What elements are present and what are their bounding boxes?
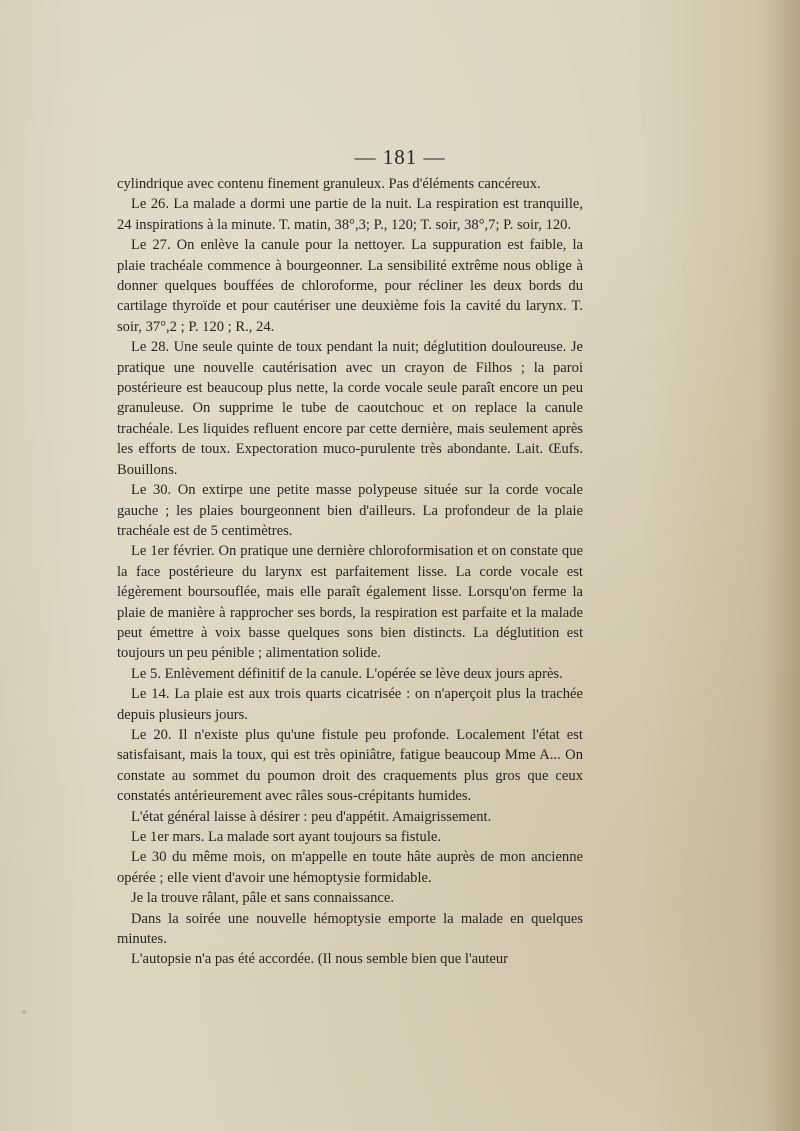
paragraph: Le 27. On enlève la canule pour la nettoyer. La suppuration est faible, la plaie trachéale commence à bourgeonner. La sensibilité extrême nous oblige à donner quelques bouffées de chloroforme, pour récliner les deux bords du cartilage thyroïde et pour cautériser une deuxième fois la cavité du larynx. T. soir, 37°,2 ; P. 120 ; R., 24.: [117, 237, 583, 335]
paragraph: Dans la soirée une nouvelle hémoptysie emporte la malade en quelques minutes.: [117, 910, 583, 948]
paragraph: Le 28. Une seule quinte de toux pendant la nuit; déglutition douloureuse. Je pratique une nouvelle cautérisation avec un crayon de Filhos ; la paroi postérieure est beaucoup plus nette, la corde vocale seule paraît encore un peu granuleuse. On supprime le tube de caoutchouc et on replace la canule trachéale. Les liquides refluent encore par cette dernière, mais seulement après les efforts de toux. Expectoration muco-purulente très abondante. Lait. Œufs. Bouillons.: [117, 339, 583, 478]
paper-spot: [22, 1010, 26, 1014]
paragraph: Le 30. On extirpe une petite masse polypeuse située sur la corde vocale gauche ; les plaies bourgeonnent bien d'ailleurs. La profondeur de la plaie trachéale est de 5 centimètres.: [117, 482, 583, 539]
paragraph: Le 26. La malade a dormi une partie de la nuit. La respiration est tranquille, 24 inspirations à la minute. T. matin, 38°,3; P., 120; T. soir, 38°,7; P. soir, 120.: [117, 196, 583, 233]
page-number: — 181 —: [354, 145, 446, 169]
paragraph: Le 14. La plaie est aux trois quarts cicatrisée : on n'aperçoit plus la trachée depuis plusieurs jours.: [117, 686, 583, 723]
paragraph: Le 1er février. On pratique une dernière chloroformisation et on constate que la face postérieure du larynx est parfaitement lisse. La corde vocale est légèrement boursouflée, mais elle paraît également lisse. Lorsqu'on ferme la plaie de manière à rapprocher ses bords, la respiration est parfaite et la malade peut émettre à voix basse quelques sons bien distincts. La déglutition est toujours un peu pénible ; alimentation solide.: [117, 543, 583, 662]
paragraph: Le 1er mars. La malade sort ayant toujours sa fistule.: [131, 829, 442, 845]
body-text: [117, 174, 583, 970]
paragraph: L'état général laisse à désirer : peu d'appétit. Amaigrissement.: [131, 808, 492, 825]
paragraph: L'autopsie n'a pas été accordée. (Il nous semble bien que l'auteur: [131, 951, 509, 968]
paragraph: Le 5. Enlèvement définitif de la canule. L'opérée se lève deux jours après.: [131, 665, 563, 682]
paragraph: cylindrique avec contenu finement granuleux. Pas d'éléments cancéreux.: [117, 176, 541, 192]
paragraph: Le 30 du même mois, on m'appelle en toute hâte auprès de mon ancienne opérée ; elle vient d'avoir une hémoptysie formidable.: [117, 849, 583, 886]
paragraph: Le 20. Il n'existe plus qu'une fistule peu profonde. Localement l'état est satisfaisant, mais la toux, qui est très opiniâtre, fatigue beaucoup Mme A... On constate au sommet du poumon droit des craquements plus gros que ceux constatés antérieurement avec râles sous-crépitants humides.: [117, 726, 583, 805]
paragraph: Je la trouve râlant, pâle et sans connaissance.: [131, 890, 394, 907]
